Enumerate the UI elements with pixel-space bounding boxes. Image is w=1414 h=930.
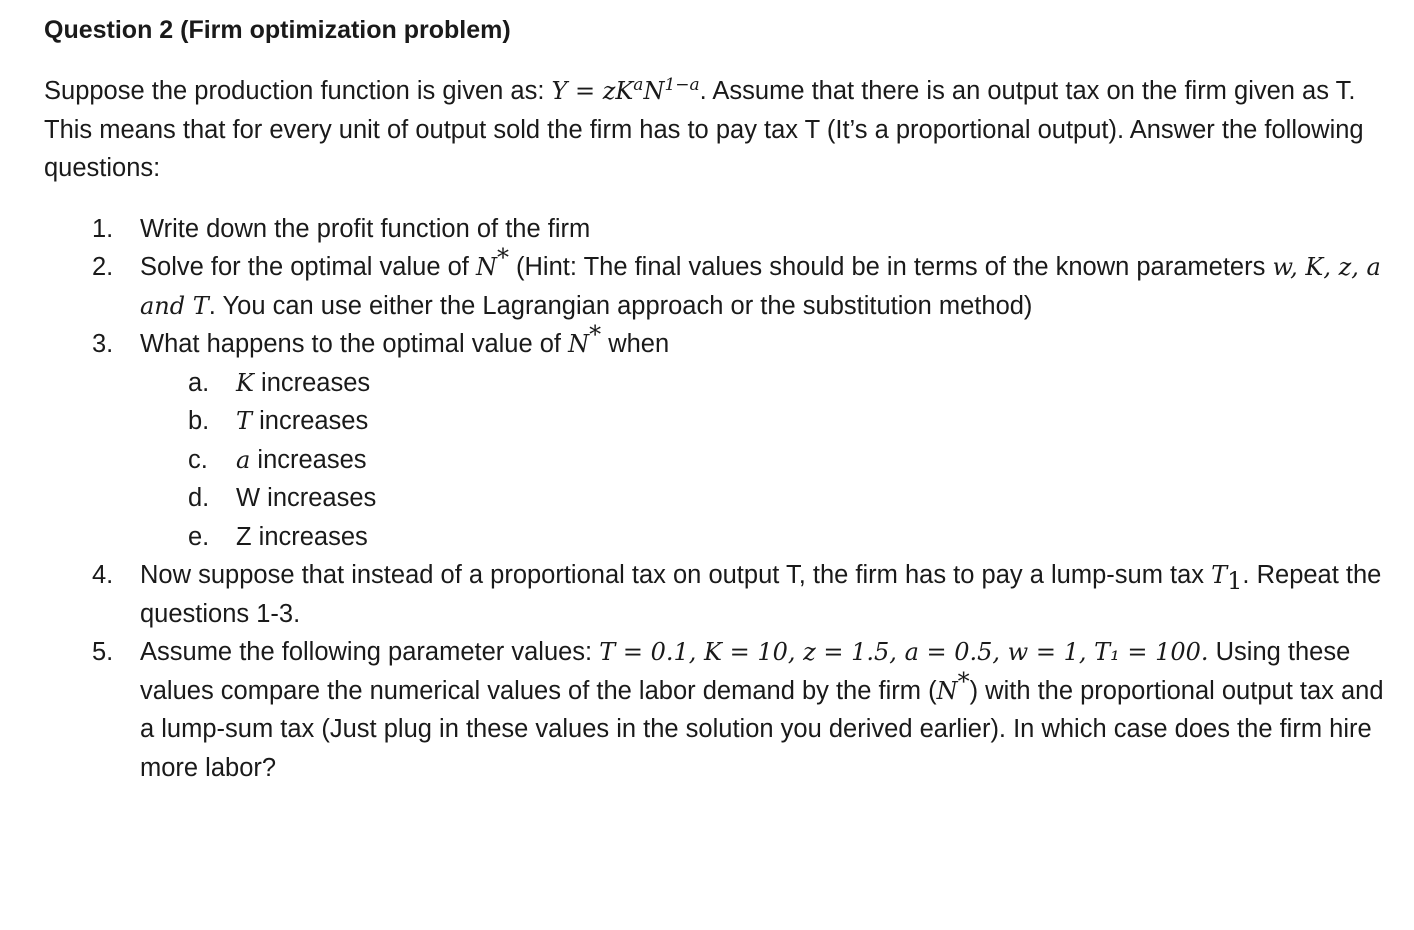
star: * xyxy=(589,320,602,349)
item-text: Write down the profit function of the firm xyxy=(140,214,591,243)
sub-label: d. xyxy=(188,484,210,512)
sub-list xyxy=(140,364,1384,557)
sub-text: increases xyxy=(252,407,369,435)
param-values: T = 0.1, K = 10, z = 1.5, a = 0.5, w = 1, T₁ = 100. xyxy=(599,638,1209,666)
param-list: w, K, z, a and T xyxy=(140,253,1381,320)
formula-exp-1-a: 1−a xyxy=(664,75,700,95)
item-text: when xyxy=(601,330,670,358)
item-text: Solve for the optimal value of xyxy=(140,253,476,281)
subscript: 1 xyxy=(1227,567,1243,596)
formula-eq: = xyxy=(567,77,603,105)
sub-label: a. xyxy=(188,368,210,397)
var-k: K xyxy=(236,368,254,397)
sub-item-d xyxy=(140,479,1384,518)
sub-label: b. xyxy=(188,407,210,435)
var-a: a xyxy=(236,445,251,474)
formula-exp-a: a xyxy=(633,75,644,95)
item-number: 3. xyxy=(92,330,114,358)
sub-item-b xyxy=(140,402,1384,441)
item-text: Now suppose that instead of a proportional tax on output T, the firm has to pay a lump-sum tax xyxy=(140,561,1212,589)
list-item-2 xyxy=(44,243,1384,325)
question-list xyxy=(44,210,1384,788)
sub-item-c xyxy=(140,441,1384,480)
item-text: . Repeat the questions 1-3. xyxy=(140,561,1382,628)
var-t: T xyxy=(1211,561,1228,589)
star: * xyxy=(496,243,509,272)
intro-paragraph xyxy=(44,72,1384,188)
list-item-4 xyxy=(44,556,1384,633)
item-text: ) with the proportional output tax and a lump-sum tax (Just plug in these values in the solution you derived earlier). In which case does the firm hire more labor? xyxy=(140,676,1384,782)
item-text: What happens to the optimal value of xyxy=(140,330,569,358)
sub-label: c. xyxy=(188,445,208,474)
item-text: . You can use either the Lagrangian approach or the substitution method) xyxy=(208,291,1033,320)
item-number: 5. xyxy=(92,638,114,666)
formula-n: N xyxy=(643,77,665,105)
list-item-1 xyxy=(44,210,1384,249)
item-number: 4. xyxy=(92,561,114,589)
item-text: (Hint: The final values should be in terms of the known parameters xyxy=(508,253,1273,281)
sub-text: increases xyxy=(253,368,371,397)
sub-text: increases xyxy=(250,445,367,474)
item-text: Using these values compare the numerical values of the labor demand by the firm ( xyxy=(140,638,1351,705)
intro-text-2: . Assume that there is an output tax on the firm given as T. This means that for every unit of output sold the firm has to pay tax T (It’s a proportional output). Answer the following questions: xyxy=(44,77,1364,182)
sub-text: Z increases xyxy=(236,522,368,551)
formula-lhs: Y xyxy=(551,77,568,105)
item-number: 2. xyxy=(92,253,114,281)
var-n: N xyxy=(568,330,590,358)
sub-label: e. xyxy=(188,522,210,551)
var-n: N xyxy=(936,676,958,705)
sub-item-e xyxy=(140,518,1384,557)
var-n: N xyxy=(475,253,497,281)
star: * xyxy=(957,667,970,695)
item-text: Assume the following parameter values: xyxy=(140,638,600,666)
question-document xyxy=(44,12,1384,787)
list-item-3 xyxy=(44,320,1384,556)
list-item-5 xyxy=(44,633,1384,787)
sub-item-a xyxy=(140,364,1384,403)
sub-text: W increases xyxy=(236,484,377,512)
question-title: Question 2 (Firm optimization problem) xyxy=(44,16,511,44)
formula-zk: zK xyxy=(602,77,634,105)
item-number: 1. xyxy=(92,214,114,243)
var-t: T xyxy=(236,407,253,435)
intro-text: Suppose the production function is given as: xyxy=(44,77,552,105)
production-formula xyxy=(552,77,700,105)
